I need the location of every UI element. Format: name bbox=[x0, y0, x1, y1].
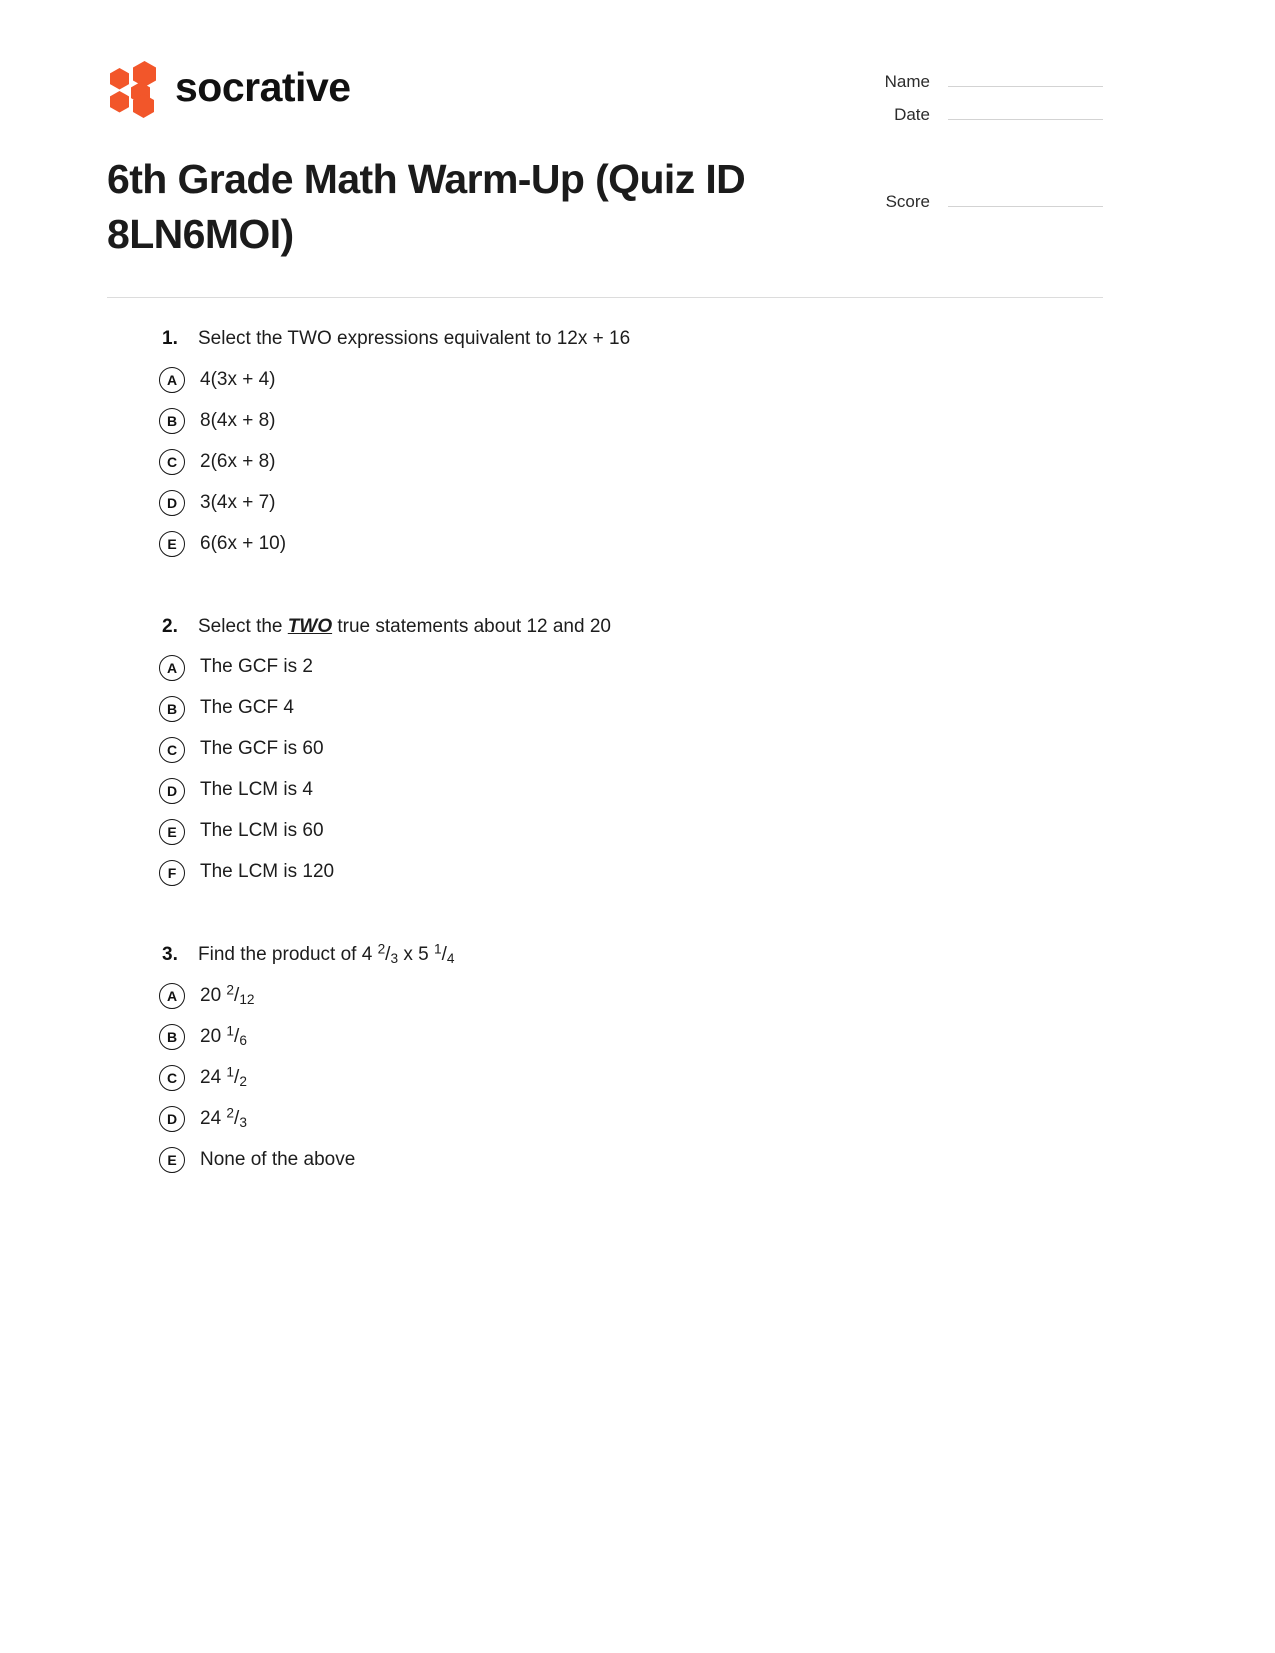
option-2-e[interactable] bbox=[0, 811, 1275, 852]
option-label: 24 $^2$/3 bbox=[200, 1105, 247, 1130]
option-label: The GCF is 2 bbox=[200, 656, 313, 678]
option-letter-bubble: B bbox=[159, 696, 185, 722]
question-2-number: 2. bbox=[162, 615, 178, 637]
question-1-options bbox=[0, 360, 1275, 565]
option-label: 4(3x + 4) bbox=[200, 368, 276, 390]
question-3-text bbox=[198, 941, 454, 970]
option-label: None of the above bbox=[200, 1148, 356, 1170]
option-2-d[interactable] bbox=[0, 770, 1275, 811]
question-3-stem: Find the product of 4 bbox=[198, 944, 378, 965]
option-letter-bubble: A bbox=[159, 655, 185, 681]
option-3-c[interactable] bbox=[0, 1058, 1275, 1099]
option-letter-bubble: E bbox=[159, 531, 185, 557]
option-1-c[interactable] bbox=[0, 442, 1275, 483]
option-2-c[interactable] bbox=[0, 729, 1275, 770]
option-letter-bubble: C bbox=[159, 449, 185, 475]
question-3 bbox=[0, 941, 1275, 1181]
option-label: 6(6x + 10) bbox=[200, 532, 287, 554]
option-label: The GCF 4 bbox=[200, 697, 294, 719]
option-1-e[interactable] bbox=[0, 524, 1275, 565]
name-label: Name bbox=[884, 72, 930, 91]
fraction-two-thirds: $^2$/3 bbox=[377, 941, 399, 966]
fraction: $^1$/2 bbox=[226, 1064, 247, 1089]
option-label: 3(4x + 7) bbox=[200, 491, 276, 513]
brand-logo bbox=[107, 55, 1168, 119]
option-3-e[interactable] bbox=[0, 1140, 1275, 1181]
question-2 bbox=[0, 613, 1275, 894]
question-3-options bbox=[0, 976, 1275, 1181]
option-label: The LCM is 60 bbox=[200, 820, 324, 842]
question-2-text-before: Select the bbox=[198, 615, 288, 637]
option-letter-bubble: A bbox=[159, 367, 185, 393]
header-divider bbox=[107, 297, 1103, 298]
question-2-emphasis: TWO bbox=[287, 615, 333, 637]
fraction: $^2$/12 bbox=[226, 982, 255, 1007]
page-title: 6th Grade Math Warm-Up (Quiz ID 8LN6MOI) bbox=[107, 156, 746, 257]
question-3-number: 3. bbox=[162, 944, 178, 965]
option-3-b[interactable] bbox=[0, 1017, 1275, 1058]
question-1-text: Select the TWO expressions equivalent to 12x + 16 bbox=[198, 328, 631, 349]
question-2-text bbox=[198, 613, 611, 642]
question-2-text-after: true statements about 12 and 20 bbox=[332, 615, 611, 637]
option-3-d[interactable] bbox=[0, 1099, 1275, 1140]
option-letter-bubble: E bbox=[159, 1147, 185, 1173]
option-2-f[interactable] bbox=[0, 852, 1275, 893]
question-2-heading bbox=[0, 613, 1275, 642]
option-label: The GCF is 60 bbox=[200, 738, 324, 760]
page-header bbox=[0, 0, 1275, 257]
fraction: $^2$/3 bbox=[226, 1105, 247, 1130]
question-1-number: 1. bbox=[162, 328, 178, 349]
question-3-operator: x 5 bbox=[398, 944, 434, 965]
socrative-hexagons-icon bbox=[109, 61, 161, 113]
option-2-b[interactable] bbox=[0, 688, 1275, 729]
option-letter-bubble: E bbox=[159, 819, 185, 845]
option-3-a[interactable] bbox=[0, 976, 1275, 1017]
option-1-d[interactable] bbox=[0, 483, 1275, 524]
option-letter-bubble: D bbox=[159, 1106, 185, 1132]
option-letter-bubble: B bbox=[159, 408, 185, 434]
option-letter-bubble: F bbox=[159, 860, 185, 886]
option-letter-bubble: D bbox=[159, 778, 185, 804]
option-1-a[interactable] bbox=[0, 360, 1275, 401]
option-letter-bubble: D bbox=[159, 490, 185, 516]
fraction: $^1$/6 bbox=[226, 1023, 247, 1048]
option-label: The LCM is 120 bbox=[200, 861, 335, 883]
questions-list bbox=[0, 325, 1275, 1229]
option-letter-bubble: C bbox=[159, 1065, 185, 1091]
date-input-line[interactable] bbox=[948, 119, 1103, 120]
option-label: 24 $^1$/2 bbox=[200, 1064, 247, 1089]
option-2-a[interactable] bbox=[0, 647, 1275, 688]
question-2-options bbox=[0, 647, 1275, 893]
name-input-line[interactable] bbox=[948, 86, 1103, 87]
brand-name: socrative bbox=[175, 63, 351, 110]
option-letter-bubble: B bbox=[159, 1024, 185, 1050]
option-letter-bubble: C bbox=[159, 737, 185, 763]
option-label: 20 $^2$/12 bbox=[200, 982, 255, 1007]
score-input-line[interactable] bbox=[948, 206, 1103, 207]
date-label: Date bbox=[894, 105, 930, 124]
option-label: 20 $^1$/6 bbox=[200, 1023, 247, 1048]
fraction-one-quarter: $^1$/4 bbox=[433, 941, 455, 966]
score-label: Score bbox=[885, 192, 930, 211]
option-label: The LCM is 4 bbox=[200, 779, 313, 801]
option-label: 8(4x + 8) bbox=[200, 409, 276, 431]
question-1-heading bbox=[0, 325, 1275, 354]
option-1-b[interactable] bbox=[0, 401, 1275, 442]
question-3-heading bbox=[0, 941, 1275, 970]
option-label: 2(6x + 8) bbox=[200, 450, 276, 472]
option-letter-bubble: A bbox=[159, 983, 185, 1009]
question-1 bbox=[0, 325, 1275, 565]
